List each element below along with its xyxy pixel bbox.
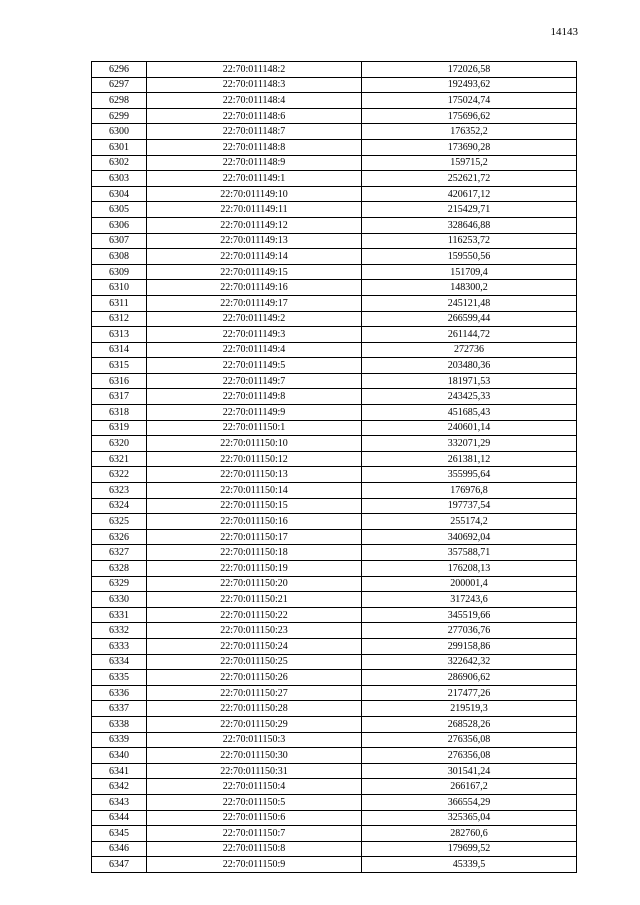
- value-cell: 340692,04: [362, 529, 577, 545]
- value-cell: 282760,6: [362, 826, 577, 842]
- row-number-cell: 6316: [92, 373, 147, 389]
- value-cell: 148300,2: [362, 280, 577, 296]
- row-number-cell: 6335: [92, 670, 147, 686]
- value-cell: 357588,71: [362, 545, 577, 561]
- cadastral-number-cell: 22:70:011150:30: [147, 748, 362, 764]
- row-number-cell: 6324: [92, 498, 147, 514]
- cadastral-number-cell: 22:70:011149:9: [147, 405, 362, 421]
- value-cell: 272736: [362, 342, 577, 358]
- table-row: [92, 233, 577, 249]
- table-row: [92, 623, 577, 639]
- cadastral-number-cell: 22:70:011150:20: [147, 576, 362, 592]
- cadastral-number-cell: 22:70:011150:15: [147, 498, 362, 514]
- value-cell: 151709,4: [362, 264, 577, 280]
- table-row: [92, 701, 577, 717]
- cadastral-number-cell: 22:70:011150:25: [147, 654, 362, 670]
- cadastral-number-cell: 22:70:011150:3: [147, 732, 362, 748]
- row-number-cell: 6329: [92, 576, 147, 592]
- cadastral-number-cell: 22:70:011150:27: [147, 685, 362, 701]
- table-row: [92, 483, 577, 499]
- row-number-cell: 6346: [92, 841, 147, 857]
- cadastral-number-cell: 22:70:011150:24: [147, 638, 362, 654]
- value-cell: 45339,5: [362, 857, 577, 873]
- row-number-cell: 6297: [92, 77, 147, 93]
- table-row: [92, 108, 577, 124]
- value-cell: 266167,2: [362, 779, 577, 795]
- row-number-cell: 6318: [92, 405, 147, 421]
- row-number-cell: 6342: [92, 779, 147, 795]
- value-cell: 243425,33: [362, 389, 577, 405]
- cadastral-number-cell: 22:70:011150:10: [147, 436, 362, 452]
- row-number-cell: 6301: [92, 139, 147, 155]
- table-row: [92, 592, 577, 608]
- cadastral-number-cell: 22:70:011150:12: [147, 451, 362, 467]
- value-cell: 325365,04: [362, 810, 577, 826]
- cadastral-number-cell: 22:70:011150:16: [147, 514, 362, 530]
- value-cell: 420617,12: [362, 186, 577, 202]
- row-number-cell: 6319: [92, 420, 147, 436]
- cadastral-number-cell: 22:70:011149:4: [147, 342, 362, 358]
- row-number-cell: 6312: [92, 311, 147, 327]
- cadastral-value-table: [91, 61, 577, 873]
- value-cell: 116253,72: [362, 233, 577, 249]
- row-number-cell: 6311: [92, 295, 147, 311]
- table-row: [92, 514, 577, 530]
- value-cell: 328646,88: [362, 217, 577, 233]
- table-row: [92, 545, 577, 561]
- table-row: [92, 217, 577, 233]
- row-number-cell: 6306: [92, 217, 147, 233]
- value-cell: 276356,08: [362, 732, 577, 748]
- table-row: [92, 654, 577, 670]
- table-row: [92, 716, 577, 732]
- cadastral-number-cell: 22:70:011150:14: [147, 483, 362, 499]
- row-number-cell: 6302: [92, 155, 147, 171]
- cadastral-number-cell: 22:70:011150:19: [147, 561, 362, 577]
- value-cell: 173690,28: [362, 139, 577, 155]
- value-cell: 451685,43: [362, 405, 577, 421]
- value-cell: 181971,53: [362, 373, 577, 389]
- cadastral-number-cell: 22:70:011149:7: [147, 373, 362, 389]
- row-number-cell: 6343: [92, 794, 147, 810]
- row-number-cell: 6341: [92, 763, 147, 779]
- row-number-cell: 6317: [92, 389, 147, 405]
- table-row: [92, 576, 577, 592]
- row-number-cell: 6300: [92, 124, 147, 140]
- row-number-cell: 6327: [92, 545, 147, 561]
- table-row: [92, 670, 577, 686]
- table-row: [92, 342, 577, 358]
- cadastral-number-cell: 22:70:011150:23: [147, 623, 362, 639]
- table-row: [92, 748, 577, 764]
- row-number-cell: 6296: [92, 62, 147, 78]
- table-row: [92, 295, 577, 311]
- cadastral-number-cell: 22:70:011149:11: [147, 202, 362, 218]
- cadastral-number-cell: 22:70:011149:17: [147, 295, 362, 311]
- table-row: [92, 389, 577, 405]
- row-number-cell: 6322: [92, 467, 147, 483]
- row-number-cell: 6299: [92, 108, 147, 124]
- value-cell: 299158,86: [362, 638, 577, 654]
- cadastral-number-cell: 22:70:011149:14: [147, 249, 362, 265]
- cadastral-number-cell: 22:70:011149:12: [147, 217, 362, 233]
- table-row: [92, 358, 577, 374]
- value-cell: 277036,76: [362, 623, 577, 639]
- value-cell: 366554,29: [362, 794, 577, 810]
- page-number: 14143: [550, 26, 578, 38]
- table-row: [92, 171, 577, 187]
- row-number-cell: 6337: [92, 701, 147, 717]
- cadastral-number-cell: 22:70:011148:3: [147, 77, 362, 93]
- cadastral-number-cell: 22:70:011150:26: [147, 670, 362, 686]
- value-cell: 255174,2: [362, 514, 577, 530]
- value-cell: 261144,72: [362, 327, 577, 343]
- value-cell: 322642,32: [362, 654, 577, 670]
- cadastral-number-cell: 22:70:011150:8: [147, 841, 362, 857]
- value-cell: 203480,36: [362, 358, 577, 374]
- cadastral-number-cell: 22:70:011150:17: [147, 529, 362, 545]
- row-number-cell: 6326: [92, 529, 147, 545]
- value-cell: 215429,71: [362, 202, 577, 218]
- row-number-cell: 6307: [92, 233, 147, 249]
- table-row: [92, 467, 577, 483]
- row-number-cell: 6328: [92, 561, 147, 577]
- value-cell: 301541,24: [362, 763, 577, 779]
- value-cell: 159715,2: [362, 155, 577, 171]
- row-number-cell: 6340: [92, 748, 147, 764]
- row-number-cell: 6330: [92, 592, 147, 608]
- table-row: [92, 763, 577, 779]
- value-cell: 217477,26: [362, 685, 577, 701]
- table-row: [92, 561, 577, 577]
- value-cell: 286906,62: [362, 670, 577, 686]
- cadastral-number-cell: 22:70:011150:5: [147, 794, 362, 810]
- table-row: [92, 327, 577, 343]
- cadastral-number-cell: 22:70:011149:5: [147, 358, 362, 374]
- table-row: [92, 420, 577, 436]
- row-number-cell: 6325: [92, 514, 147, 530]
- table-row: [92, 280, 577, 296]
- cadastral-number-cell: 22:70:011149:1: [147, 171, 362, 187]
- table-row: [92, 826, 577, 842]
- row-number-cell: 6338: [92, 716, 147, 732]
- cadastral-number-cell: 22:70:011150:4: [147, 779, 362, 795]
- value-cell: 179699,52: [362, 841, 577, 857]
- value-cell: 240601,14: [362, 420, 577, 436]
- cadastral-number-cell: 22:70:011148:7: [147, 124, 362, 140]
- cadastral-number-cell: 22:70:011150:6: [147, 810, 362, 826]
- value-cell: 219519,3: [362, 701, 577, 717]
- cadastral-number-cell: 22:70:011150:28: [147, 701, 362, 717]
- value-cell: 252621,72: [362, 171, 577, 187]
- row-number-cell: 6334: [92, 654, 147, 670]
- table-row: [92, 857, 577, 873]
- table-row: [92, 607, 577, 623]
- row-number-cell: 6308: [92, 249, 147, 265]
- table-row: [92, 841, 577, 857]
- row-number-cell: 6345: [92, 826, 147, 842]
- value-cell: 245121,48: [362, 295, 577, 311]
- table-row: [92, 264, 577, 280]
- value-cell: 197737,54: [362, 498, 577, 514]
- cadastral-number-cell: 22:70:011149:15: [147, 264, 362, 280]
- table-row: [92, 405, 577, 421]
- table-row: [92, 810, 577, 826]
- cadastral-number-cell: 22:70:011150:21: [147, 592, 362, 608]
- cadastral-number-cell: 22:70:011148:2: [147, 62, 362, 78]
- table-row: [92, 311, 577, 327]
- value-cell: 276356,08: [362, 748, 577, 764]
- row-number-cell: 6347: [92, 857, 147, 873]
- value-cell: 268528,26: [362, 716, 577, 732]
- cadastral-number-cell: 22:70:011149:10: [147, 186, 362, 202]
- table-row: [92, 62, 577, 78]
- value-cell: 175696,62: [362, 108, 577, 124]
- table-row: [92, 93, 577, 109]
- row-number-cell: 6309: [92, 264, 147, 280]
- cadastral-number-cell: 22:70:011148:4: [147, 93, 362, 109]
- cadastral-number-cell: 22:70:011149:8: [147, 389, 362, 405]
- table-row: [92, 638, 577, 654]
- value-cell: 176352,2: [362, 124, 577, 140]
- table-row: [92, 186, 577, 202]
- row-number-cell: 6344: [92, 810, 147, 826]
- table-row: [92, 436, 577, 452]
- cadastral-number-cell: 22:70:011148:6: [147, 108, 362, 124]
- table-row: [92, 498, 577, 514]
- value-cell: 176208,13: [362, 561, 577, 577]
- row-number-cell: 6339: [92, 732, 147, 748]
- cadastral-number-cell: 22:70:011150:9: [147, 857, 362, 873]
- value-cell: 176976,8: [362, 483, 577, 499]
- table-row: [92, 155, 577, 171]
- value-cell: 172026,58: [362, 62, 577, 78]
- table-row: [92, 77, 577, 93]
- value-cell: 317243,6: [362, 592, 577, 608]
- cadastral-number-cell: 22:70:011149:3: [147, 327, 362, 343]
- cadastral-number-cell: 22:70:011150:1: [147, 420, 362, 436]
- row-number-cell: 6298: [92, 93, 147, 109]
- row-number-cell: 6320: [92, 436, 147, 452]
- row-number-cell: 6304: [92, 186, 147, 202]
- row-number-cell: 6314: [92, 342, 147, 358]
- row-number-cell: 6321: [92, 451, 147, 467]
- value-cell: 192493,62: [362, 77, 577, 93]
- cadastral-number-cell: 22:70:011150:18: [147, 545, 362, 561]
- table-row: [92, 373, 577, 389]
- row-number-cell: 6333: [92, 638, 147, 654]
- cadastral-number-cell: 22:70:011149:2: [147, 311, 362, 327]
- cadastral-number-cell: 22:70:011149:16: [147, 280, 362, 296]
- row-number-cell: 6323: [92, 483, 147, 499]
- value-cell: 355995,64: [362, 467, 577, 483]
- cadastral-number-cell: 22:70:011148:8: [147, 139, 362, 155]
- table-row: [92, 732, 577, 748]
- value-cell: 266599,44: [362, 311, 577, 327]
- value-cell: 345519,66: [362, 607, 577, 623]
- table-row: [92, 779, 577, 795]
- row-number-cell: 6303: [92, 171, 147, 187]
- row-number-cell: 6313: [92, 327, 147, 343]
- cadastral-number-cell: 22:70:011150:22: [147, 607, 362, 623]
- table-row: [92, 794, 577, 810]
- cadastral-number-cell: 22:70:011150:13: [147, 467, 362, 483]
- table-row: [92, 124, 577, 140]
- row-number-cell: 6310: [92, 280, 147, 296]
- table-body: [92, 62, 577, 873]
- value-cell: 175024,74: [362, 93, 577, 109]
- table-row: [92, 139, 577, 155]
- cadastral-number-cell: 22:70:011150:31: [147, 763, 362, 779]
- cadastral-number-cell: 22:70:011149:13: [147, 233, 362, 249]
- row-number-cell: 6315: [92, 358, 147, 374]
- table-row: [92, 451, 577, 467]
- table-row: [92, 529, 577, 545]
- row-number-cell: 6336: [92, 685, 147, 701]
- table-row: [92, 202, 577, 218]
- cadastral-number-cell: 22:70:011148:9: [147, 155, 362, 171]
- row-number-cell: 6331: [92, 607, 147, 623]
- row-number-cell: 6332: [92, 623, 147, 639]
- value-cell: 200001,4: [362, 576, 577, 592]
- row-number-cell: 6305: [92, 202, 147, 218]
- value-cell: 332071,29: [362, 436, 577, 452]
- cadastral-number-cell: 22:70:011150:7: [147, 826, 362, 842]
- table-row: [92, 685, 577, 701]
- table-row: [92, 249, 577, 265]
- cadastral-number-cell: 22:70:011150:29: [147, 716, 362, 732]
- value-cell: 261381,12: [362, 451, 577, 467]
- value-cell: 159550,56: [362, 249, 577, 265]
